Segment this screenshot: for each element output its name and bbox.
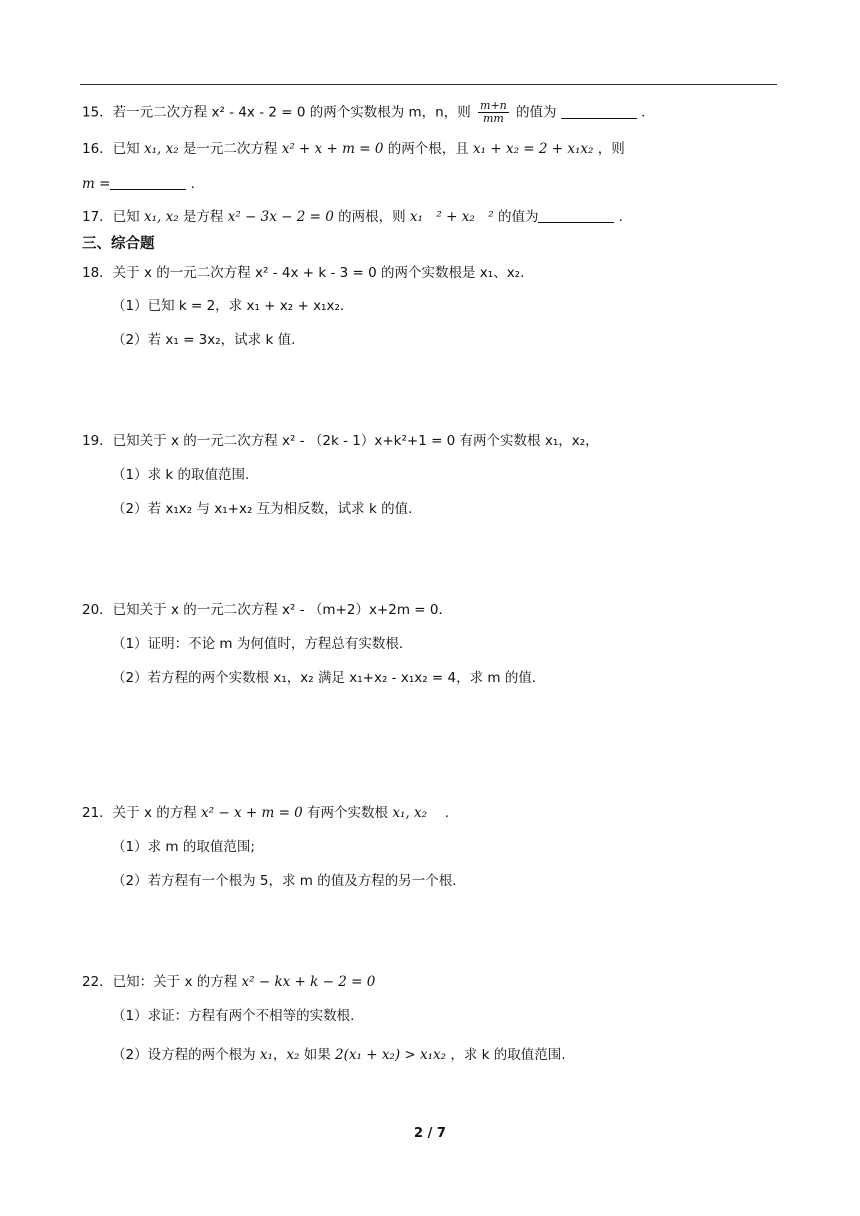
question-19-part-1: （1）求 k 的取值范围.: [112, 467, 250, 483]
question-21-part-1: （1）求 m 的取值范围;: [112, 839, 255, 855]
question-20: 20．已知关于 x 的一元二次方程 x² - （m+2）x+2m = 0．: [82, 602, 452, 618]
question-22: 22．已知：关于 x 的方程 x² − kx + k − 2 = 0: [82, 974, 376, 990]
question-20-part-1: （1）证明：不论 m 为何值时，方程总有实数根．: [112, 636, 413, 652]
question-15: 15．若一元二次方程 x² - 4x - 2 = 0 的两个实数根为 m，n，则 $\frac{m+n}{mm}$ 的值为 ．: [82, 99, 655, 125]
question-18-part-2: （2）若 x₁ = 3x₂，试求 k 值.: [112, 332, 296, 348]
question-17: 17．已知 x₁, x₂ 是方程 x² − 3x − 2 = 0 的两根，则 x₁ ² + x₂ ² 的值为 ．: [82, 209, 633, 225]
question-21-part-2: （2）若方程有一个根为 5，求 m 的值及方程的另一个根．: [112, 873, 466, 889]
question-16: 16．已知 x₁, x₂ 是一元二次方程 x² + x + m = 0 的两个根，且 x₁ + x₂ = 2 + x₁x₂ ，则: [82, 141, 625, 157]
question-19: 19．已知关于 x 的一元二次方程 x² - （2k - 1）x+k²+1 = 0 有两个实数根 x₁，x₂，: [82, 433, 599, 449]
question-22-part-2: （2）设方程的两个根为 x₁，x₂ 如果 2(x₁ + x₂) > x₁x₂ ，求 k 的取值范围.: [112, 1047, 566, 1063]
header-rule: [80, 84, 777, 85]
answer-blank: [110, 175, 186, 190]
answer-blank: [538, 208, 614, 223]
fraction: $\frac{m+n}{mm}$: [480, 99, 507, 125]
answer-blank: [561, 104, 637, 119]
section-heading: 三、综合题: [82, 236, 155, 252]
question-18: 18．关于 x 的一元二次方程 x² - 4x + k - 3 = 0 的两个实数根是 x₁、x₂.: [82, 265, 525, 281]
question-20-part-2: （2）若方程的两个实数根 x₁，x₂ 满足 x₁+x₂ - x₁x₂ = 4，求 m 的值．: [112, 670, 546, 686]
question-22-part-1: （1）求证：方程有两个不相等的实数根.: [112, 1008, 355, 1024]
question-21: 21．关于 x 的方程 x² − x + m = 0 有两个实数根 x₁, x₂ ．: [82, 805, 459, 821]
question-16-cont: m = ．: [82, 176, 205, 192]
question-18-part-1: （1）已知 k = 2，求 x₁ + x₂ + x₁x₂.: [112, 298, 345, 314]
page-number: 2 / 7: [414, 1126, 446, 1141]
question-19-part-2: （2）若 x₁x₂ 与 x₁+x₂ 互为相反数，试求 k 的值.: [112, 501, 413, 517]
